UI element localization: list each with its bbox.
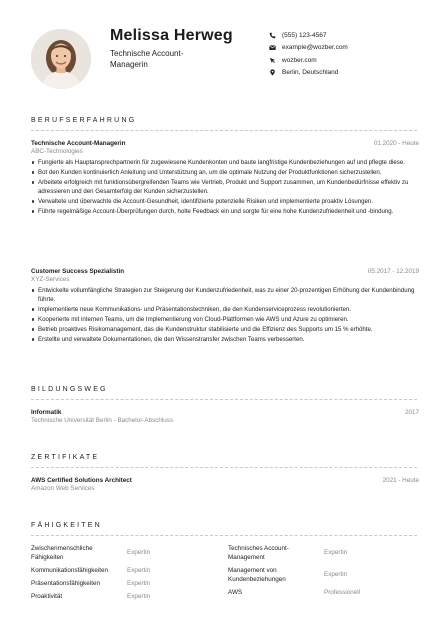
section-title-skills: FÄHIGKEITEN	[31, 522, 102, 529]
list-item: Entwickelte vollumfängliche Strategien zur Steigerung der Kundenzufriedenheit, was zu einer 20-prozentigen Erhöhung der Kundenbindung führte.	[31, 286, 419, 304]
skill-level: Expertin	[324, 549, 348, 556]
portrait-image	[31, 29, 91, 89]
skill-item	[31, 545, 221, 563]
skill-name: Technisches Account-Management	[228, 545, 289, 561]
skill-item	[228, 545, 418, 563]
skill-item	[31, 580, 221, 590]
certificate-entry	[31, 477, 419, 492]
section-title-certificates: ZERTIFIKATE	[31, 454, 100, 461]
list-item: Bot den Kunden kontinuierlich Anleitung und Unterstützung an, um die optimale Nutzung der Produktfunktionen sicherzustellen.	[31, 168, 419, 177]
skill-level: Expertin	[127, 567, 151, 574]
skill-item	[228, 589, 418, 599]
contact-location	[268, 67, 438, 80]
list-item: Kooperierte mit internen Teams, um die Implementierung von Cloud-Plattformen wie AWS und Azure zu optimieren.	[31, 315, 419, 324]
contact-location-text: Berlin, Deutschland	[282, 69, 339, 77]
job-bullets	[31, 158, 419, 216]
education-date: 2017	[404, 409, 419, 416]
skill-name: Kommunikationsfähigkeiten	[31, 567, 109, 574]
job-title: Customer Success Spezialistin	[31, 268, 125, 275]
cursor-icon	[268, 56, 276, 64]
skill-level: Professionell	[324, 589, 361, 596]
section-divider	[31, 535, 417, 536]
list-item: Führte regelmäßige Account-Überprüfungen durch, holte Feedback ein und sorgte für eine hohe Kundenzufriedenheit und -bindung.	[31, 207, 419, 216]
skill-level: Expertin	[324, 571, 348, 578]
section-divider	[31, 399, 417, 400]
list-item: Fungierte als Hauptansprechpartnerin für zugewiesene Kundenkonten und baute langfristige Kundenbeziehungen auf und pflegte diese.	[31, 158, 419, 167]
education-title: Informatik	[31, 409, 62, 416]
contact-email-text: example@wozber.com	[282, 44, 348, 52]
certificate-issuer: Amazon Web Services	[31, 485, 95, 492]
avatar	[31, 29, 91, 89]
phone-icon	[268, 31, 276, 39]
job-date: 01.2020 - Heute	[373, 140, 419, 147]
skill-name: Proaktivität	[31, 593, 63, 600]
skill-level: Expertin	[127, 580, 151, 587]
candidate-role: Technische Account-Managerin	[110, 49, 184, 69]
contact-email[interactable]	[268, 42, 438, 55]
email-icon	[268, 44, 276, 52]
candidate-name: Melissa Herweg	[110, 27, 233, 44]
job-company: ABC-Technologies	[31, 148, 83, 155]
list-item: Betrieb proaktives Risikomanagement, das die Kundenstruktur stabilisierte und die Effizienz des Supports um 15 % erhöhte.	[31, 325, 419, 334]
contact-phone[interactable]	[268, 29, 438, 42]
contact-phone-text: (555) 123-4567	[282, 31, 327, 39]
section-divider	[31, 467, 417, 468]
list-item: Verwaltete und überwachte die Account-Gesundheit, identifizierte potenzielle Risiken und implementierte proaktiv Lösungen.	[31, 197, 419, 206]
skill-name: Zwischenmenschliche Fähigkeiten	[31, 545, 93, 561]
contact-website[interactable]	[268, 54, 438, 67]
certificate-title: AWS Certified Solutions Architect	[31, 477, 132, 484]
job-title: Technische Account-Managerin	[31, 140, 126, 147]
section-divider	[31, 130, 417, 131]
education-institution: Technische Universität Berlin - Bachelor-Abschluss	[31, 417, 174, 424]
skill-name: AWS	[228, 589, 243, 596]
job-date: 05.2017 - 12.2019	[367, 268, 419, 275]
certificate-date: 2021 - Heute	[382, 477, 419, 484]
skill-item	[228, 567, 418, 585]
skill-item	[31, 593, 221, 603]
skill-name: Management von Kundenbeziehungen	[228, 567, 286, 583]
job-bullets	[31, 286, 419, 344]
contact-list	[268, 29, 438, 79]
section-title-education: BILDUNGSWEG	[31, 386, 108, 393]
education-entry	[31, 409, 419, 424]
job-company: XYZ-Services	[31, 276, 70, 283]
contact-website-text: wozber.com	[282, 56, 317, 64]
skill-name: Präsentationsfähigkeiten	[31, 580, 100, 587]
experience-entry	[31, 268, 419, 345]
list-item: Arbeitete erfolgreich mit funktionsübergreifenden Teams wie Vertrieb, Produkt und Support zusammen, um Kundenbedürfnisse effektiv zu adressieren und den Gesamterfolg der Kunden sicherzustellen.	[31, 178, 419, 196]
list-item: Erstellte und verwaltete Dokumentationen, die den Wissenstransfer zwischen Teams verbesserten.	[31, 335, 419, 344]
experience-entry	[31, 140, 419, 217]
list-item: Implementierte neue Kommunikations- und Präsentationstechniken, die den Kundenserviceprozess revolutionierten.	[31, 305, 419, 314]
section-title-experience: BERUFSERFAHRUNG	[31, 117, 137, 124]
skill-level: Expertin	[127, 593, 151, 600]
location-pin-icon	[268, 69, 276, 77]
skill-level: Expertin	[127, 549, 151, 556]
skill-item	[31, 567, 221, 577]
